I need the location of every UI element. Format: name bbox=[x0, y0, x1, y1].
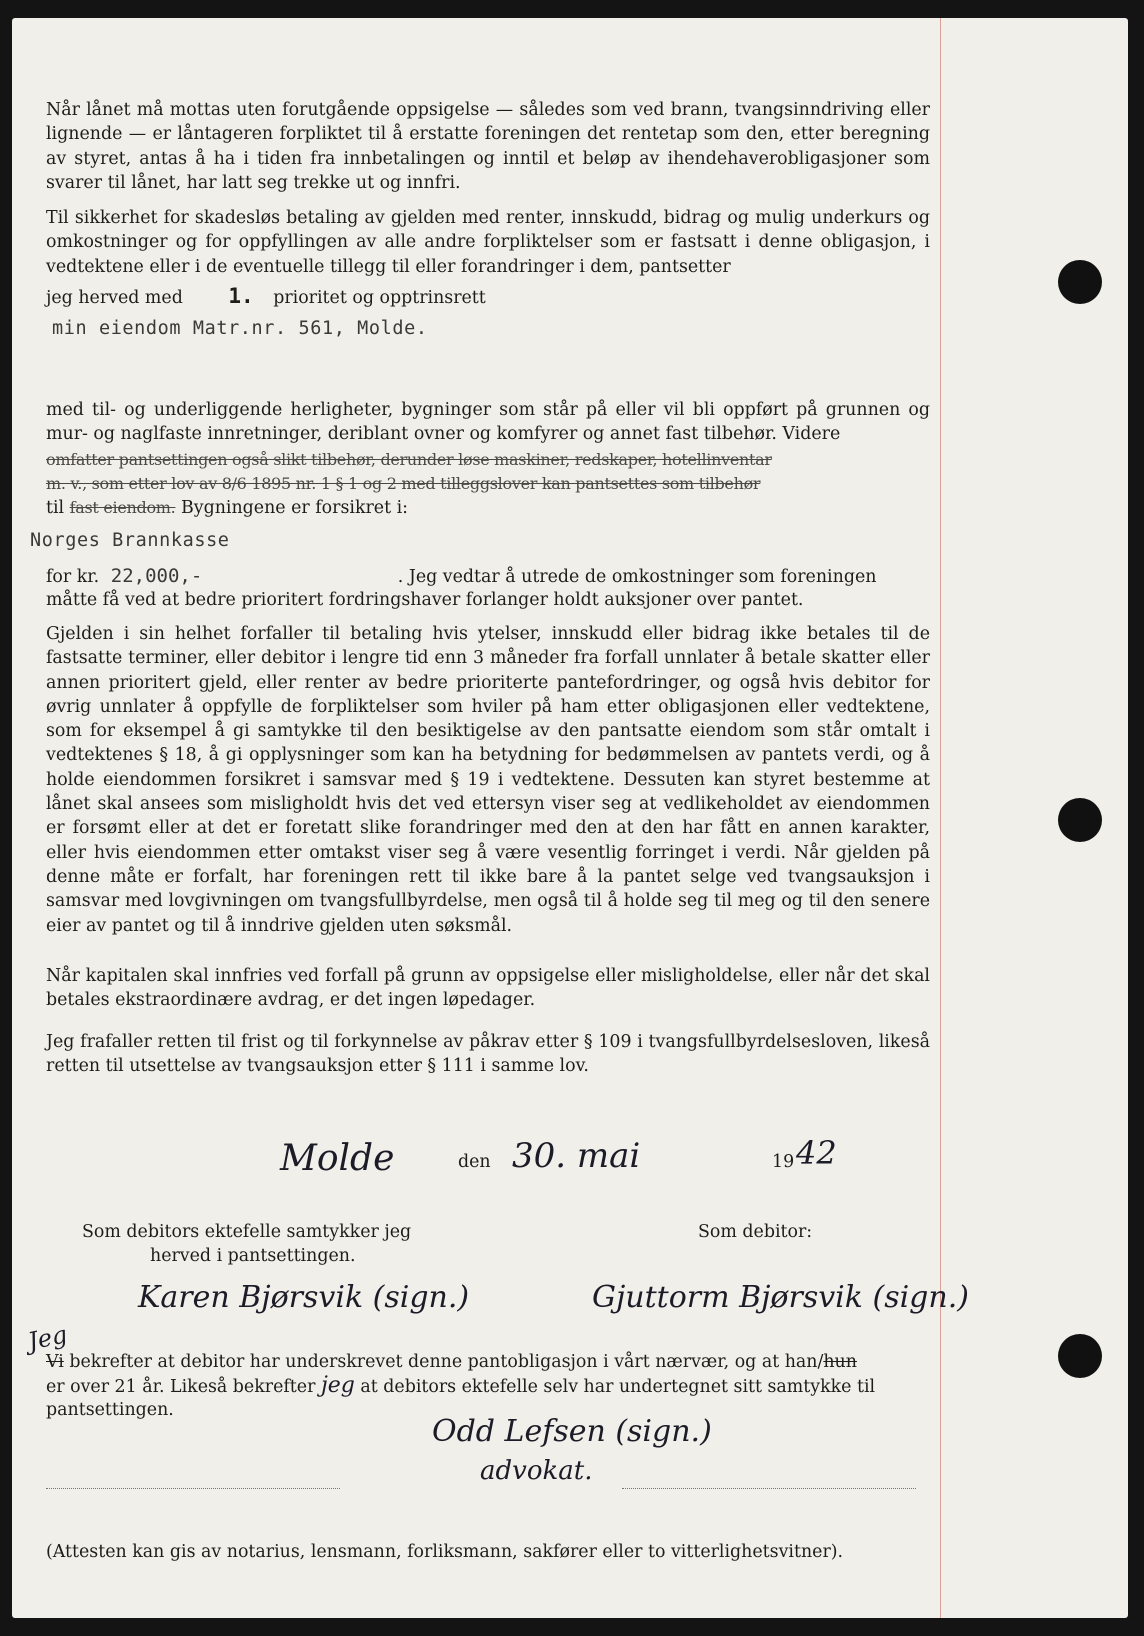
signature-line bbox=[46, 1488, 340, 1489]
witness-signature: Odd Lefsen (sign.) bbox=[432, 1414, 712, 1449]
jeg-handwritten-2: jeg bbox=[320, 1373, 355, 1398]
debtor-signature: Gjuttorm Bjørsvik (sign.) bbox=[592, 1280, 969, 1315]
signature-line bbox=[622, 1488, 916, 1489]
hun-struck: hun bbox=[823, 1352, 857, 1372]
place-handwritten: Molde bbox=[280, 1138, 395, 1179]
paragraph-waiver: Jeg frafaller retten til frist og til forkynnelse av påkrav etter § 109 i tvangsfullbyrdelsesloven, likeså retten til utsettelse av tvangsauksjon etter § 111 i samme lov. bbox=[46, 1032, 930, 1077]
paragraph-security: Til sikkerhet for skadesløs betaling av gjelden med renter, innskudd, bidrag og mulig underkurs og omkostninger og for oppfyllingen av alle andre forpliktelser som er fastsatt i denne obligasjon, i vedtektene eller i de eventuelle tillegg til eller forandringer i dem, pantsetter bbox=[46, 208, 930, 277]
priority-number: 1. bbox=[228, 284, 254, 308]
insurer-name: Norges Brannkasse bbox=[30, 530, 230, 551]
vi-struck: Vi bbox=[46, 1352, 64, 1372]
property-description: min eiendom Matr.nr. 561, Molde. bbox=[52, 318, 428, 339]
attestation-text-2a: er over 21 år. Likeså bekrefter bbox=[46, 1377, 316, 1397]
amount-prefix: for kr. bbox=[46, 567, 100, 587]
paragraph-extraordinary: Når kapitalen skal innfries ved forfall på grunn av oppsigelse eller misligholdelse, eller når det skal betales ekstraordinære avdrag, er det ingen løpedager. bbox=[46, 966, 930, 1011]
spouse-signature: Karen Bjørsvik (sign.) bbox=[138, 1280, 470, 1315]
document-page bbox=[12, 18, 1128, 1618]
date-handwritten: 30. mai bbox=[512, 1136, 641, 1176]
priority-line-end: prioritet og opptrinsrett bbox=[273, 288, 486, 308]
attestation-text-2b: at debitors ektefelle selv har undertegnet sitt samtykke til bbox=[360, 1377, 876, 1397]
year-printed: 19 bbox=[772, 1152, 795, 1172]
attestation-text-1: bekrefter at debitor har underskrevet denne pantobligasjon i vårt nærvær, og at han/ bbox=[69, 1352, 824, 1372]
punch-hole bbox=[1058, 798, 1102, 842]
amount-suffix: . Jeg vedtar å utrede de omkostninger som foreningen bbox=[397, 567, 877, 587]
punch-hole bbox=[1058, 260, 1102, 304]
amount-line bbox=[46, 564, 876, 589]
struck-words: fast eiendom. bbox=[69, 498, 176, 517]
insurance-line bbox=[46, 496, 408, 520]
spouse-consent-label-2: herved i pantsettingen. bbox=[150, 1246, 356, 1266]
struck-line: m. v., som etter lov av 8/6 1895 nr. 1 § 1 og 2 med tilleggslover kan pantsettes som tilbehør bbox=[46, 474, 761, 493]
attestation-line-2 bbox=[46, 1374, 875, 1399]
paragraph-default: Gjelden i sin helhet forfaller til betaling hvis ytelser, innskudd eller bidrag ikke betales til de fastsatte terminer, eller debitor i lengre tid enn 3 måneder fra forfall unnlater å betale skatter eller annen prioritert gjeld, eller renter av bedre prioriterte pantefordringer, og også hvis debitor for øvrig unnlater å oppfylle de forpliktelser som hviler på ham etter obligasjonen eller vedtektene, som for eksempel å gi samtykke til den besiktigelse av den pantsatte eiendom som står omtalt i vedtektenes § 18, å gi opplysninger som kan ha betydning for bedømmelsen av pantets verdi, og å holde eiendommen forsikret i samsvar med § 19 i vedtektene. Dessuten kan styret bestemme at lånet skal ansees som misligholdt hvis det ved ettersyn viser seg at vedlikeholdet av eiendommen er forsømt eller at det er foretatt slike forandringer med den at den har fått en annen karakter, eller hvis eiendommen etter omtakst viser seg å være vesentlig forringet i verdi. Når gjelden på denne måte er forfalt, har foreningen rett til ikke bare å la pantet selge ved tvangsauksjon i samsvar med lovgivningen om tvangsfullbyrdelse, men også til å holde seg til meg og til den senere eier av pantet og til å inndrive gjelden uten søksmål. bbox=[46, 624, 930, 936]
paragraph-prepayment: Når lånet må mottas uten forutgående oppsigelse — således som ved brann, tvangsinndriving eller lignende — er låntageren forpliktet til å erstatte foreningen det rentetap som den, etter beregning av styret, antas å ha i tiden fra innbetalingen og inntil et beløp av ihendehaverobligasjoner som svarer til lånet, har latt seg trekke ut og innfri. bbox=[46, 100, 930, 193]
attestation-line-1 bbox=[46, 1350, 857, 1374]
priority-line-start: jeg herved med bbox=[46, 288, 183, 308]
year-handwritten: 42 bbox=[796, 1134, 837, 1172]
costs-line: måtte få ved at bedre prioritert fordringshaver forlanger holdt auksjoner over pantet. bbox=[46, 590, 804, 610]
jeg-handwritten: Jeg bbox=[25, 1320, 70, 1356]
priority-line bbox=[46, 284, 486, 310]
spouse-consent-label: Som debitors ektefelle samtykker jeg bbox=[82, 1222, 412, 1242]
punch-hole bbox=[1058, 1334, 1102, 1378]
footer-note: (Attesten kan gis av notarius, lensmann, forliksmann, sakfører eller to vitterlighetsvitner). bbox=[46, 1542, 844, 1562]
insurance-line-start: til bbox=[46, 498, 65, 518]
attestation-line-3: pantsettingen. bbox=[46, 1400, 174, 1420]
date-den-label: den bbox=[458, 1152, 491, 1172]
amount-value: 22,000,- bbox=[110, 565, 203, 587]
struck-line: omfatter pantsettingen også slikt tilbehør, derunder løse maskiner, redskaper, hotellinventar bbox=[46, 450, 772, 469]
insurance-line-end: Bygningene er forsikret i: bbox=[180, 498, 409, 518]
debtor-label: Som debitor: bbox=[698, 1222, 813, 1242]
margin-line bbox=[940, 18, 941, 1618]
paragraph-appurtenances: med til- og underliggende herligheter, bygninger som står på eller vil bli oppført på grunnen og mur- og naglfaste innretninger, deriblant ovner og komfyrer og annet fast tilbehør. Videre bbox=[46, 400, 930, 445]
witness-title: advokat. bbox=[480, 1456, 593, 1486]
